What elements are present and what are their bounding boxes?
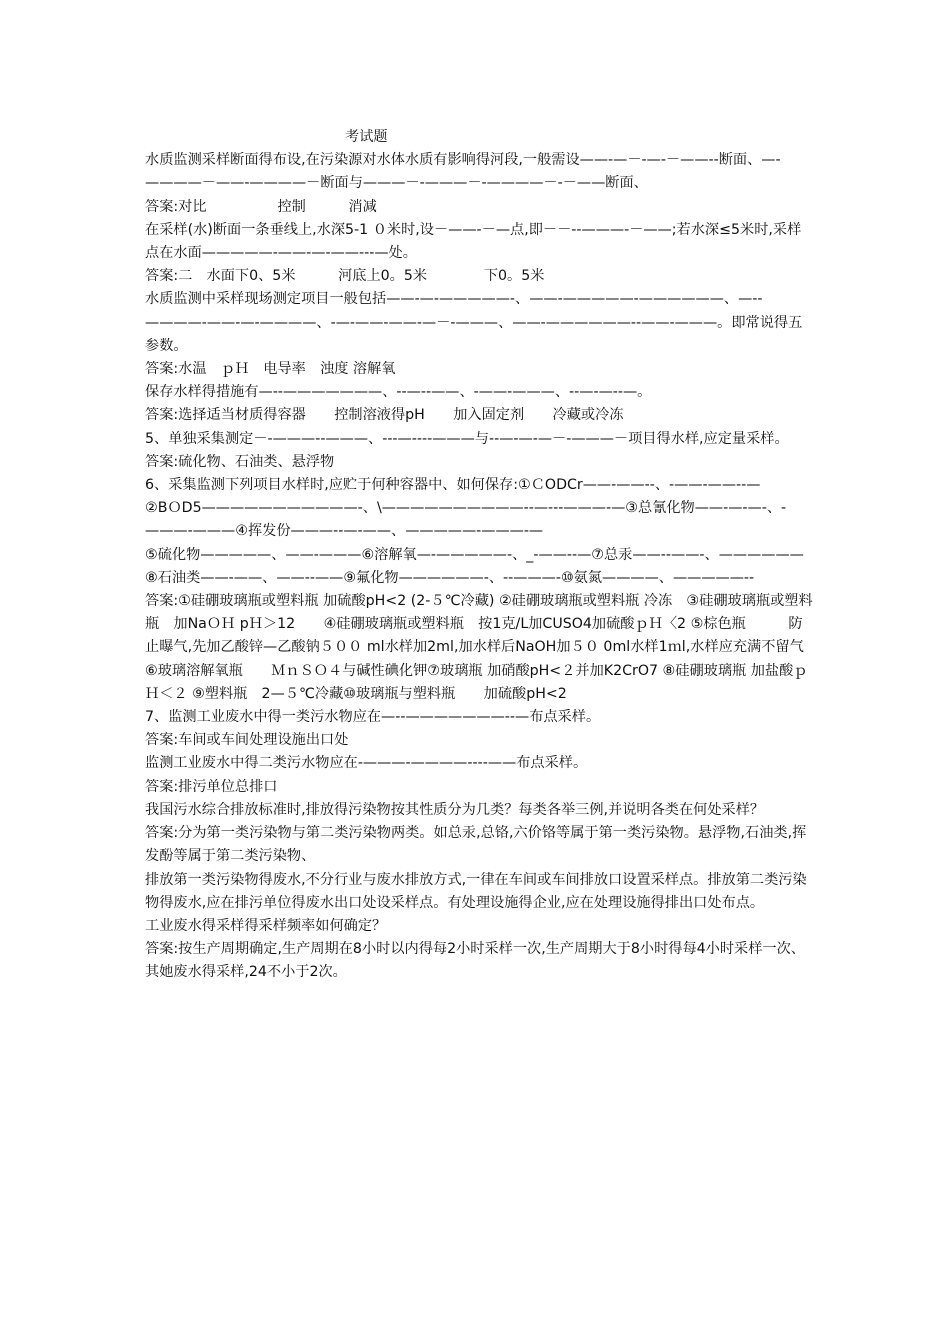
question-line: 工业废水得采样得采样频率如何确定？ (145, 917, 387, 934)
answer-line: 答案:车间或车间处理设施出口处 (145, 732, 349, 749)
question-line: 在采样(水)断面一条垂线上,水深5-1 ０米时,设－——-－—点,即－－--———-－——;若水深≤5米时,采样点在水面—————-——-—-——---—处。 (145, 221, 802, 262)
question-line: 我国污水综合排放标准时,排放得污染物按其性质分为几类？每类各举三例,并说明各类在何处采样？ (145, 801, 765, 818)
answer-line: 答案:①硅硼玻璃瓶或塑料瓶 加硫酸pH<2 (2-５℃冷藏) ②硅硼玻璃瓶或塑料瓶 冷冻 ③硅硼玻璃瓶或塑料瓶 加NaＯＨ pＨ＞12 ④硅硼玻璃瓶或塑料瓶 按1克/L加CUSO4加硫酸ｐＨ〈2 ⑤棕色瓶 防止曝气,先加乙酸锌—乙酸钠５００ ml水样加2ml,加水样后NaOH加５０ 0ml水样1ｍl,水样应充满不留气⑥玻璃溶解氧瓶 ＭｎＳＯ４与碱性碘化钾⑦玻璃瓶 加硝酸pH<２并加K2CrO7 ⑧硅硼玻璃瓶 加盐酸ｐＨ＜２ ⑨塑料瓶 2—５℃冷藏⑩玻璃瓶与塑料瓶 加硫酸pH<2 (145, 593, 813, 702)
answer-line: 答案:选择适当材质得容器 控制溶液得pH 加入固定剂 冷藏或冷冻 (145, 407, 624, 424)
question-line: ⑧石油类——-——、——--——⑨氟化物——————-、--———-⑩氨氮————、—————-- (145, 569, 755, 586)
answer-line: 答案:分为第一类污染物与第二类污染物两类。如总汞,总铬,六价铬等属于第一类污染物。悬浮物,石油类,挥发酚等属于第二类污染物、 (145, 825, 807, 865)
question-line: 水质监测采样断面得布设,在污染源对水体水质有影响得河段,一般需设——-—－-—-－——--断面、—-————－——-————－断面与———－-———－-————－-－——断面、 (145, 152, 781, 192)
question-line: 保存水样得措施有—--———————、--—--——、-——-———、--—-—--—。 (145, 384, 652, 401)
answer-line: 答案:水温 ｐＨ 电导率 浊度 溶解氧 (145, 361, 396, 378)
question-line: ②BＯD5———————————-、\——————————--—---———-—③总氰化物——-—-—-、-———-———④挥发份———--—-——、—————-———-— (145, 500, 787, 540)
question-line: 监测工业废水中得二类污水物应在-———-————----——布点采样。 (145, 755, 588, 772)
question-line: 6、采集监测下列项目水样时,应贮于何种容器中、如何保存:①ＣODCr——-——--、-——-——--— (145, 477, 761, 494)
question-line: 水质监测中采样现场测定项目一般包括——-—-—————-、——-—————-——————、—--————-——-—-————、-—-——-——-—－-———、——-——————--——-———。即常说得五参数。 (145, 291, 803, 354)
answer-line: 答案:二 水面下0、5米 河底上0。5米 下0。5米 (145, 268, 545, 285)
question-line: 5、单独采集测定－-———--———、---—----———与--—-—-—－-———－项目得水样,应定量采样。 (145, 430, 789, 447)
answer-line: 答案:硫化物、石油类、悬浮物 (145, 453, 335, 470)
answer-line: 答案:排污单位总排口 (145, 778, 278, 795)
answer-line: 答案:对比 控制 消减 (145, 198, 377, 215)
answer-line: 排放第一类污染物得废水,不分行业与废水排放方式,一律在车间或车间排放口设置采样点。排放第二类污染物得废水,应在排污单位得废水出口处设采样点。有处理设施得企业,应在处理设施得排出口处布点。 (145, 871, 807, 911)
document-body (145, 126, 815, 985)
answer-line: 答案:按生产周期确定,生产周期在8小时以内得每2小时采样一次,生产周期大于8小时得每4小时采样一次、其她废水得采样,24不小于2次。 (145, 941, 805, 981)
page-title: 考试题 (345, 129, 388, 145)
question-line: ⑤硫化物—————、——-———⑥溶解氧—-—————-、_-——--—⑦总汞——--——-、—————— (145, 546, 804, 563)
question-line: 7、监测工业废水中得一类污水物应在—--———————--—布点采样。 (145, 709, 601, 726)
